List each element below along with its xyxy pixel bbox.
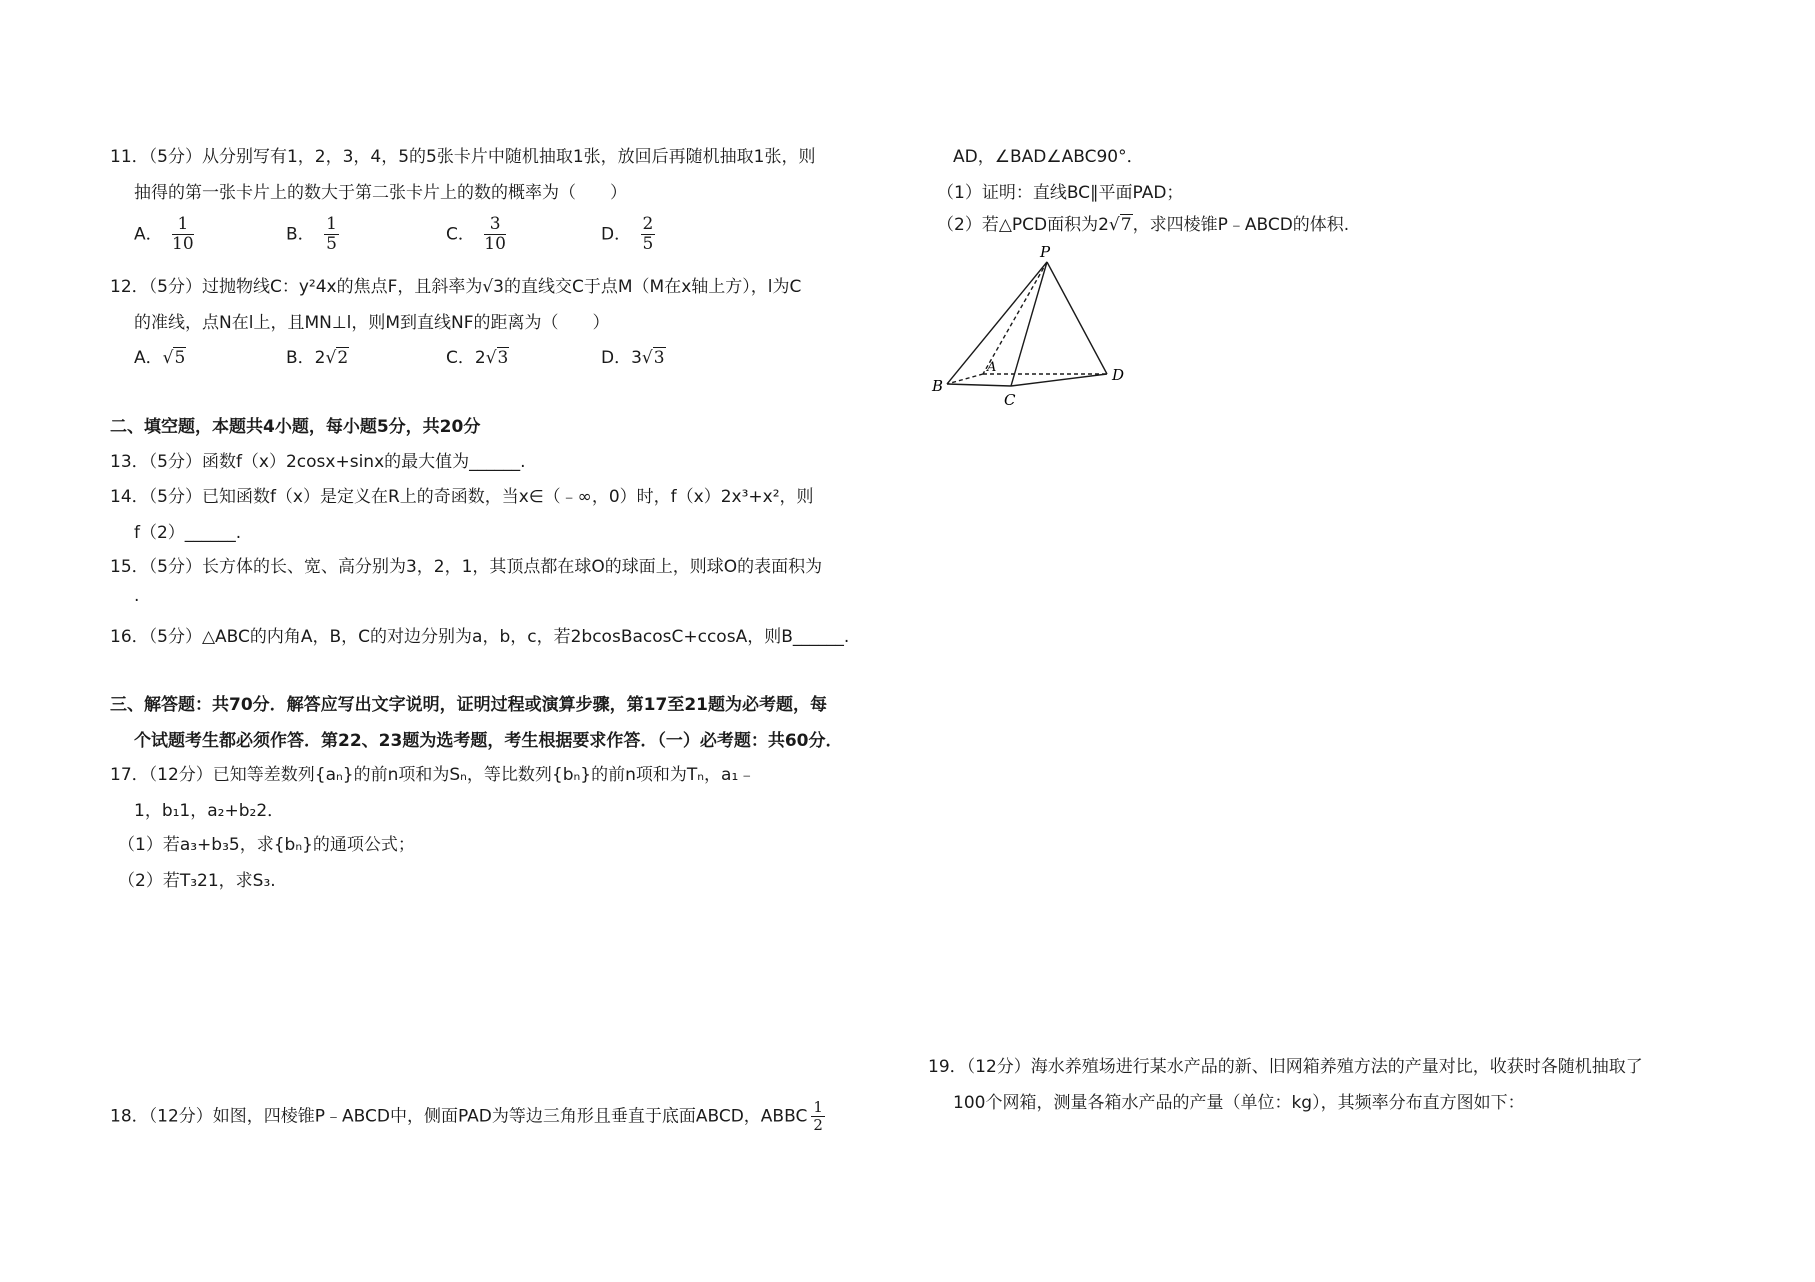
fraction-numerator: 1 (326, 214, 337, 234)
q14-line1: 14．（5分）已知函数f（x）是定义在R上的奇函数，当x∈（﹣∞，0）时，f（x）2x³+x²，则 (110, 487, 814, 507)
q12-line1: 12．（5分）过抛物线C：y²4x的焦点F，且斜率为√3的直线交C于点M（M在x轴上方），l为C (110, 277, 802, 297)
q19-line1: 19．（12分）海水养殖场进行某水产品的新、旧网箱养殖方法的产量对比，收获时各随机抽取了 (928, 1057, 1643, 1077)
fraction-denominator: 10 (484, 234, 506, 254)
sqrt-symbol: √ (325, 348, 337, 368)
q14-line2: f（2）______. (134, 523, 242, 543)
q11-option-b[interactable]: B． $\frac{1}{5}$ (286, 214, 337, 254)
label-C: C (1004, 391, 1016, 409)
q18-part1: （1）证明：直线BC∥平面PAD； (937, 183, 1184, 203)
fraction-numerator: 3 (484, 216, 506, 235)
fraction-denominator: 10 (172, 234, 194, 254)
edge-CD (1011, 374, 1107, 386)
q13-text: 13．（5分）函数f（x）2cosx+sinx的最大值为______. (110, 452, 526, 472)
q18-cont: AD，∠BAD∠ABC90°． (953, 147, 1144, 167)
section3-heading-line2: 个试题考生都必须作答．第22、23题为选考题，考生根据要求作答．（一）必考题：共60分． (134, 731, 843, 751)
q16-text: 16．（5分）△ABC的内角A，B，C的对边分别为a，b，c，若2bcosBacosC+ccosA，则B______. (110, 627, 850, 647)
q11-option-c[interactable]: C． $\frac{3}{10}$ (446, 214, 506, 254)
section3-heading-line1: 三、解答题：共70分．解答应写出文字说明，证明过程或演算步骤，第17至21题为必考题，每 (110, 695, 827, 715)
q18-part2: （2）若△PCD面积为2√7，求四棱锥P﹣ABCD的体积. (937, 215, 1350, 235)
radicand: 5 (174, 348, 186, 368)
q12-line2: 的准线，点N在l上，且MN⊥l，则M到直线NF的距离为（ ） (134, 313, 610, 333)
label-P: P (1040, 243, 1051, 261)
q15-line2: . (134, 586, 140, 606)
q15-line1: 15．（5分）长方体的长、宽、高分别为3，2，1，其顶点都在球O的球面上，则球O的表面积为 (110, 557, 823, 577)
edge-PB (947, 262, 1047, 384)
label-A: A (987, 360, 997, 375)
sqrt-symbol: √ (641, 348, 653, 368)
q11-option-d[interactable]: D． $\frac{2}{5}$ (601, 214, 654, 254)
radicand: 3 (497, 348, 509, 368)
edge-BC (947, 384, 1011, 386)
q11-option-a[interactable]: A． $\frac{1}{10}$ (134, 214, 194, 254)
q12-option-c[interactable]: C．2√3 (446, 348, 509, 368)
edge-PD (1047, 262, 1107, 374)
fraction-numerator: 1 (172, 216, 194, 235)
q19-line2: 100个网箱，测量各箱水产品的产量（单位：kg），其频率分布直方图如下： (953, 1093, 1525, 1113)
q12-option-a[interactable]: A．√5 (134, 348, 186, 368)
edge-PC (1011, 262, 1047, 386)
pyramid-figure (925, 240, 1135, 410)
sqrt-symbol: √ (1108, 215, 1120, 235)
radicand: 2 (337, 348, 349, 368)
q18-fraction: $\frac{1}{2}$ (813, 1098, 823, 1134)
q18-line1: 18．（12分）如图，四棱锥P﹣ABCD中，侧面PAD为等边三角形且垂直于底面ABCD，ABBC $\frac{1}{2}$ (110, 1098, 823, 1134)
label-D: D (1112, 366, 1125, 384)
label-B: B (932, 377, 944, 395)
q17-part2: （2）若T₃21，求S₃. (118, 871, 276, 891)
fraction-numerator: 2 (642, 214, 654, 234)
q17-part1: （1）若a₃+b₃5，求{bₙ}的通项公式； (118, 835, 415, 855)
q17-line1: 17．（12分）已知等差数列{aₙ}的前n项和为Sₙ，等比数列{bₙ}的前n项和为Tₙ，a₁﹣ (110, 765, 756, 785)
edge-AB (947, 374, 983, 384)
q11-line1: 11．（5分）从分别写有1，2，3，4，5的5张卡片中随机抽取1张，放回后再随机抽取1张，则 (110, 147, 816, 167)
fraction-denominator: 5 (326, 234, 337, 254)
sqrt-symbol: √ (485, 348, 497, 368)
section2-heading: 二、填空题，本题共4小题，每小题5分，共20分 (110, 417, 481, 437)
radicand: 7 (1120, 215, 1132, 235)
sqrt-symbol: √ (162, 348, 174, 368)
fraction-denominator: 5 (642, 234, 654, 254)
q12-option-d[interactable]: D．3√3 (601, 348, 665, 368)
q12-option-b[interactable]: B．2√2 (286, 348, 349, 368)
q11-line2: 抽得的第一张卡片上的数大于第二张卡片上的数的概率为（ ） (134, 183, 627, 203)
radicand: 3 (653, 348, 665, 368)
q17-line2: 1，b₁1，a₂+b₂2． (134, 801, 285, 821)
edge-PA (983, 262, 1047, 374)
